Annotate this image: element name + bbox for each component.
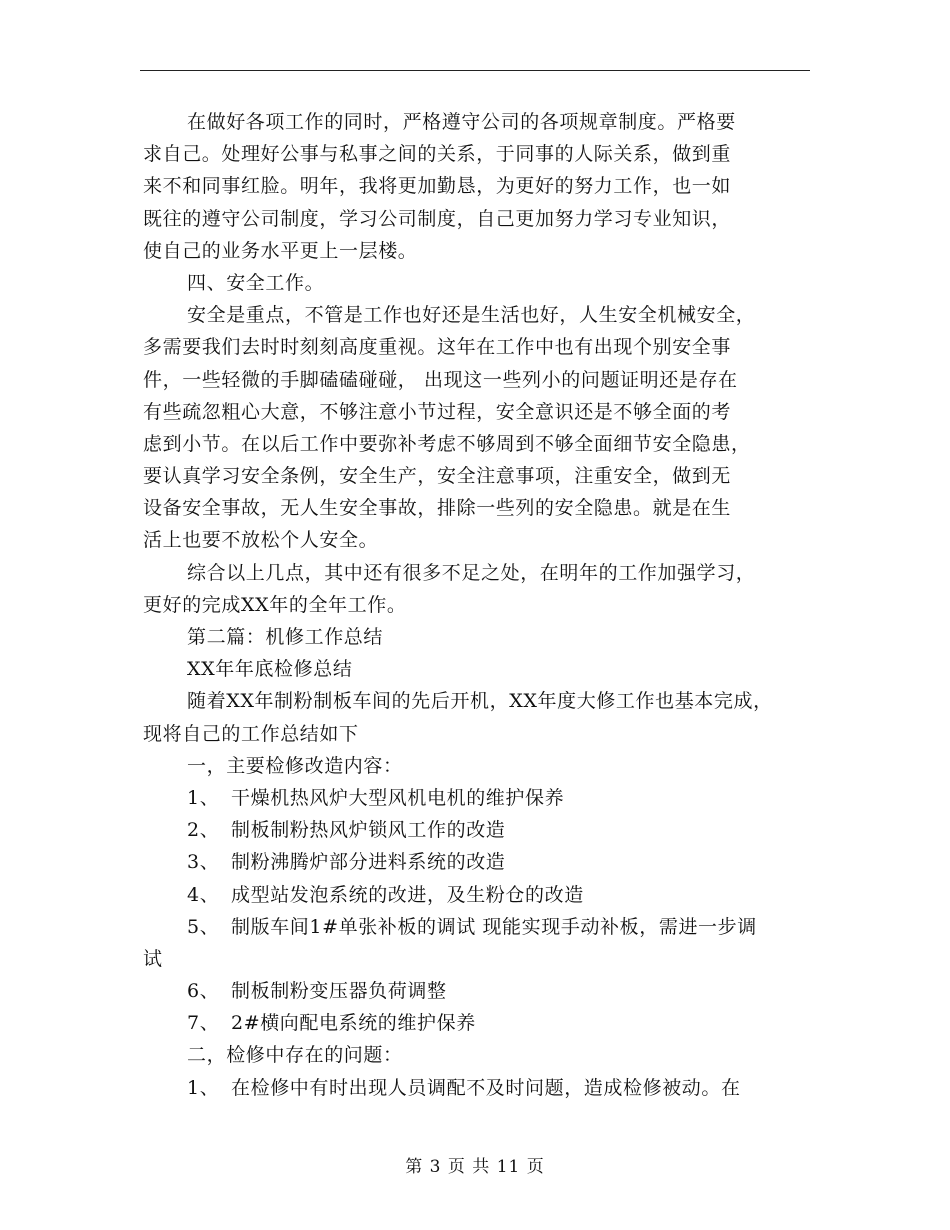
line-text: 制粉沸腾炉部分进料系统的改造 <box>231 851 506 874</box>
line-text: 有些疏忽粗心大意，不够注意小节过程，安全意识还是不够全面的考 <box>143 400 732 423</box>
paragraph-line <box>143 557 823 589</box>
line-text: 一，主要检修改造内容： <box>187 754 403 777</box>
paragraph-line <box>143 621 823 653</box>
line-text: 要认真学习安全条例，安全生产，安全注意事项，注重安全，做到无 <box>143 465 732 488</box>
line-text: 综合以上几点，其中还有很多不足之处，在明年的工作加强学习， <box>187 561 756 584</box>
line-text: 制板制粉热风炉锁风工作的改造 <box>231 819 506 842</box>
line-text: XX年年底检修总结 <box>187 658 353 681</box>
paragraph-line <box>143 750 823 782</box>
list-number: 3、 <box>187 851 220 874</box>
line-text: 在做好各项工作的同时，严格遵守公司的各项规章制度。严格要 <box>187 111 736 133</box>
line-text: 件，一些轻微的手脚磕磕碰碰， 出现这一些列小的问题证明还是存在 <box>143 368 738 391</box>
line-text: 求自己。处理好公事与私事之间的关系，于同事的人际关系，做到重 <box>143 143 732 166</box>
paragraph-line <box>143 138 823 170</box>
line-text: 既往的遵守公司制度，学习公司制度，自己更加努力学习专业知识， <box>143 207 732 230</box>
line-text: 随着XX年制粉制板车间的先后开机，XX年度大修工作也基本完成， <box>187 690 773 713</box>
paragraph-line <box>143 782 823 814</box>
line-text: 二，检修中存在的问题： <box>187 1044 403 1067</box>
paragraph-line <box>143 492 823 524</box>
paragraph-line <box>143 975 823 1007</box>
paragraph-line <box>143 364 823 396</box>
line-text: 更好的完成XX年的全年工作。 <box>143 593 407 616</box>
paragraph-line <box>143 1007 823 1039</box>
paragraph-line <box>143 106 823 138</box>
line-text: 第二篇：机修工作总结 <box>187 626 384 648</box>
paragraph-line <box>143 911 823 943</box>
line-text: 安全是重点，不管是工作也好还是生活也好，人生安全机械安全， <box>187 304 756 327</box>
paragraph-line <box>143 170 823 202</box>
paragraph-line <box>143 814 823 846</box>
paragraph-line <box>143 460 823 492</box>
paragraph-line <box>143 943 823 975</box>
line-text: 制板制粉变压器负荷调整 <box>231 980 447 1003</box>
line-text: 试 <box>143 947 163 970</box>
paragraph-line <box>143 1039 823 1071</box>
line-text: 来不和同事红脸。明年，我将更加勤恳，为更好的努力工作，也一如 <box>143 175 732 198</box>
paragraph-line <box>143 203 823 235</box>
line-text: 现将自己的工作总结如下 <box>143 722 359 745</box>
paragraph-line <box>143 589 823 621</box>
paragraph-line <box>143 331 823 363</box>
line-text: 干燥机热风炉大型风机电机的维护保养 <box>231 786 565 809</box>
list-number: 1、 <box>187 786 220 809</box>
paragraph-line <box>143 685 823 717</box>
page-footer: 第 3 页 共 11 页 <box>405 1157 545 1177</box>
line-text: 2#横向配电系统的维护保养 <box>231 1012 476 1035</box>
paragraph-line <box>143 267 823 299</box>
list-number: 1、 <box>187 1076 220 1099</box>
paragraph-line <box>143 1072 823 1104</box>
line-text: 在检修中有时出现人员调配不及时问题，造成检修被动。在 <box>231 1076 741 1099</box>
paragraph-line <box>143 718 823 750</box>
document-body <box>143 106 823 1104</box>
list-number: 4、 <box>187 883 220 906</box>
line-text: 制版车间1#单张补板的调试 现能实现手动补板，需进一步调 <box>231 915 757 938</box>
header-rule <box>140 70 810 71</box>
paragraph-line <box>143 235 823 267</box>
paragraph-line <box>143 879 823 911</box>
line-text: 多需要我们去时时刻刻高度重视。这年在工作中也有出现个别安全事 <box>143 336 732 359</box>
paragraph-line <box>143 524 823 556</box>
paragraph-line <box>143 428 823 460</box>
line-text: 设备安全事故，无人生安全事故，排除一些列的安全隐患。就是在生 <box>143 497 732 520</box>
paragraph-line <box>143 396 823 428</box>
list-number: 7、 <box>187 1012 220 1035</box>
paragraph-line <box>143 846 823 878</box>
line-text: 活上也要不放松个人安全。 <box>143 529 379 552</box>
line-text: 使自己的业务水平更上一层楼。 <box>143 239 418 262</box>
line-text: 虑到小节。在以后工作中要弥补考虑不够周到不够全面细节安全隐患， <box>143 432 751 455</box>
list-number: 5、 <box>187 915 220 938</box>
line-text: 四、安全工作。 <box>187 271 325 294</box>
list-number: 6、 <box>187 980 220 1003</box>
list-number: 2、 <box>187 819 220 842</box>
paragraph-line <box>143 299 823 331</box>
paragraph-line <box>143 653 823 685</box>
line-text: 成型站发泡系统的改进，及生粉仓的改造 <box>231 883 584 906</box>
